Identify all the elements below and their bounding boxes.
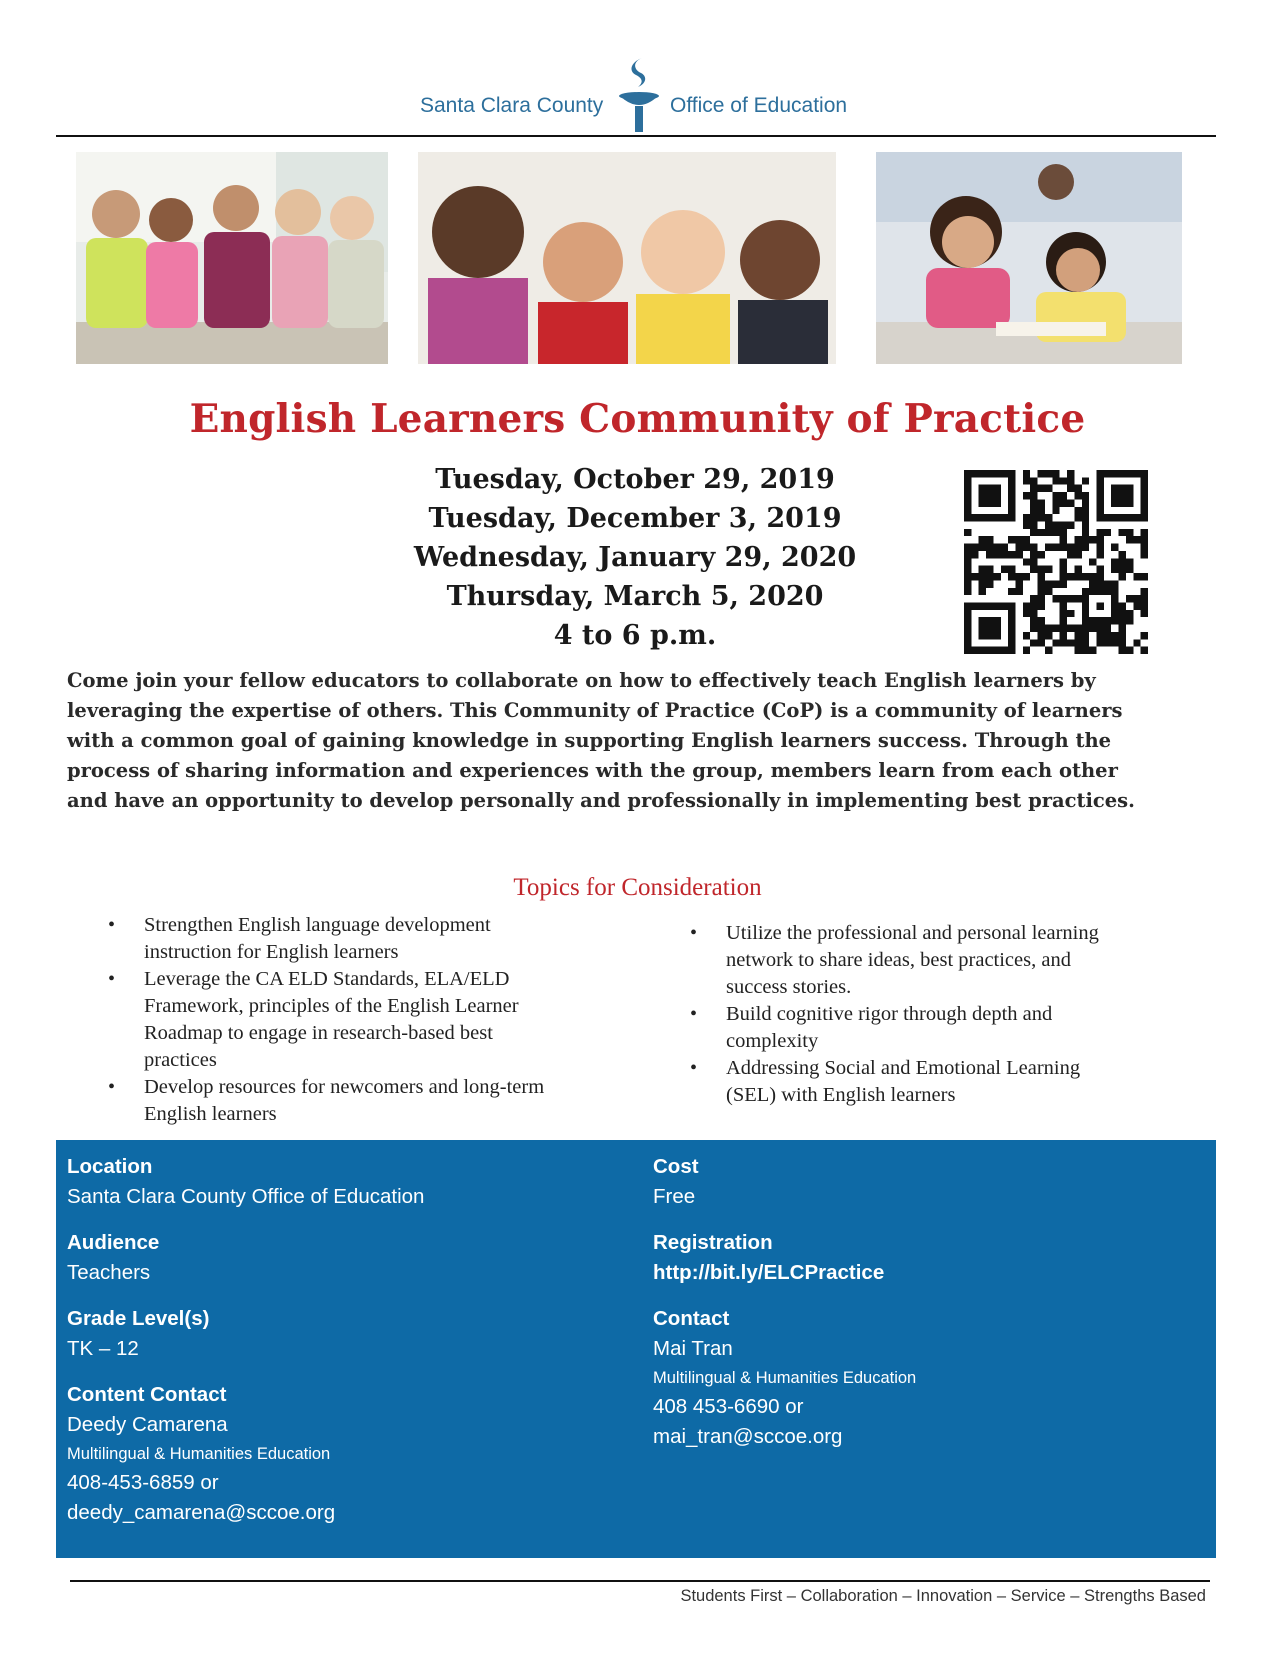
topic-line: Roadmap to engage in research-based best (144, 1022, 493, 1044)
contact-phone: 408 453-6690 or (653, 1395, 804, 1418)
location-value: Santa Clara County Office of Education (67, 1185, 425, 1208)
topic-item (690, 920, 1210, 1001)
intro-line: Come join your fellow educators to collaborate on how to effectively teach English learners by (67, 669, 1096, 692)
info-column-left (67, 1152, 627, 1528)
topic-line: • Utilize the professional and personal learning (726, 922, 1099, 944)
org-name-right: Office of Education (670, 94, 848, 117)
intro-line: with a common goal of gaining knowledge in supporting English learners success. Through the (67, 729, 1112, 752)
topic-item (690, 1055, 1210, 1109)
session-date: Tuesday, October 29, 2019 (435, 464, 835, 495)
page-title: English Learners Community of Practice (189, 396, 1086, 442)
children-group-photo (76, 152, 388, 364)
intro-line: and have an opportunity to develop personally and professionally in implementing best practices. (67, 789, 1135, 812)
event-info-panel (56, 1140, 1216, 1558)
children-smiling-photo (418, 152, 836, 364)
contact-name: Mai Tran (653, 1337, 733, 1360)
students-reading-photo (876, 152, 1182, 364)
topic-item (108, 912, 648, 966)
topic-line: practices (144, 1049, 217, 1071)
topics-heading: Topics for Consideration (513, 874, 762, 901)
org-name-left: Santa Clara County (420, 94, 604, 117)
topic-line: English learners (144, 1103, 277, 1125)
session-date: Thursday, March 5, 2020 (446, 581, 824, 612)
content-contact-email[interactable]: deedy_camarena@sccoe.org (67, 1501, 336, 1524)
audience-value: Teachers (67, 1261, 151, 1284)
topic-line: (SEL) with English learners (726, 1084, 956, 1106)
topic-line: network to share ideas, best practices, and (726, 949, 1071, 971)
header-divider (56, 135, 1216, 137)
audience-label: Audience (67, 1231, 160, 1254)
session-date: Tuesday, December 3, 2019 (428, 503, 842, 534)
info-column-right (653, 1152, 1193, 1452)
grade-level-label: Grade Level(s) (67, 1307, 210, 1330)
topics-list-left (108, 912, 648, 1128)
session-time: 4 to 6 p.m. (553, 620, 717, 651)
intro-line: leveraging the expertise of others. This Community of Practice (CoP) is a community of learners (67, 699, 1123, 722)
cost-label: Cost (653, 1155, 699, 1178)
qr-code-icon (964, 470, 1148, 654)
topic-item (108, 1074, 648, 1128)
letterhead (0, 48, 1275, 140)
contact-dept: Multilingual & Humanities Education (653, 1369, 917, 1387)
topic-line: success stories. (726, 976, 852, 998)
cost-value: Free (653, 1185, 696, 1208)
topic-line: • Addressing Social and Emotional Learning (726, 1057, 1081, 1079)
session-date: Wednesday, January 29, 2020 (413, 542, 857, 573)
torch-logo-icon (614, 54, 664, 134)
topic-line: • Build cognitive rigor through depth and (726, 1003, 1053, 1025)
content-contact-phone: 408-453-6859 or (67, 1471, 219, 1494)
topic-item (690, 1001, 1210, 1055)
topics-list-right (690, 920, 1210, 1109)
topic-line: • Develop resources for newcomers and long-term (144, 1076, 545, 1098)
topic-line: • Strengthen English language development (144, 914, 491, 936)
contact-label: Contact (653, 1307, 730, 1330)
topic-line: • Leverage the CA ELD Standards, ELA/ELD (144, 968, 510, 990)
intro-line: process of sharing information and experiences with the group, members learn from each other (67, 759, 1118, 782)
contact-email[interactable]: mai_tran@sccoe.org (653, 1425, 843, 1448)
topic-item (108, 966, 648, 1074)
session-dates (380, 460, 890, 655)
content-contact-name: Deedy Camarena (67, 1413, 228, 1436)
content-contact-dept: Multilingual & Humanities Education (67, 1445, 331, 1463)
registration-link[interactable]: http://bit.ly/ELCPractice (653, 1261, 885, 1284)
intro-paragraph (67, 666, 1217, 816)
content-contact-label: Content Contact (67, 1383, 227, 1406)
grade-level-value: TK – 12 (67, 1337, 139, 1360)
location-label: Location (67, 1155, 153, 1178)
registration-label: Registration (653, 1231, 773, 1254)
topic-line: instruction for English learners (144, 941, 399, 963)
topic-line: Framework, principles of the English Learner (144, 995, 519, 1017)
footer-divider (70, 1580, 1210, 1582)
footer-values: Students First – Collaboration – Innovation – Service – Strengths Based (680, 1587, 1206, 1605)
topic-line: complexity (726, 1030, 819, 1052)
